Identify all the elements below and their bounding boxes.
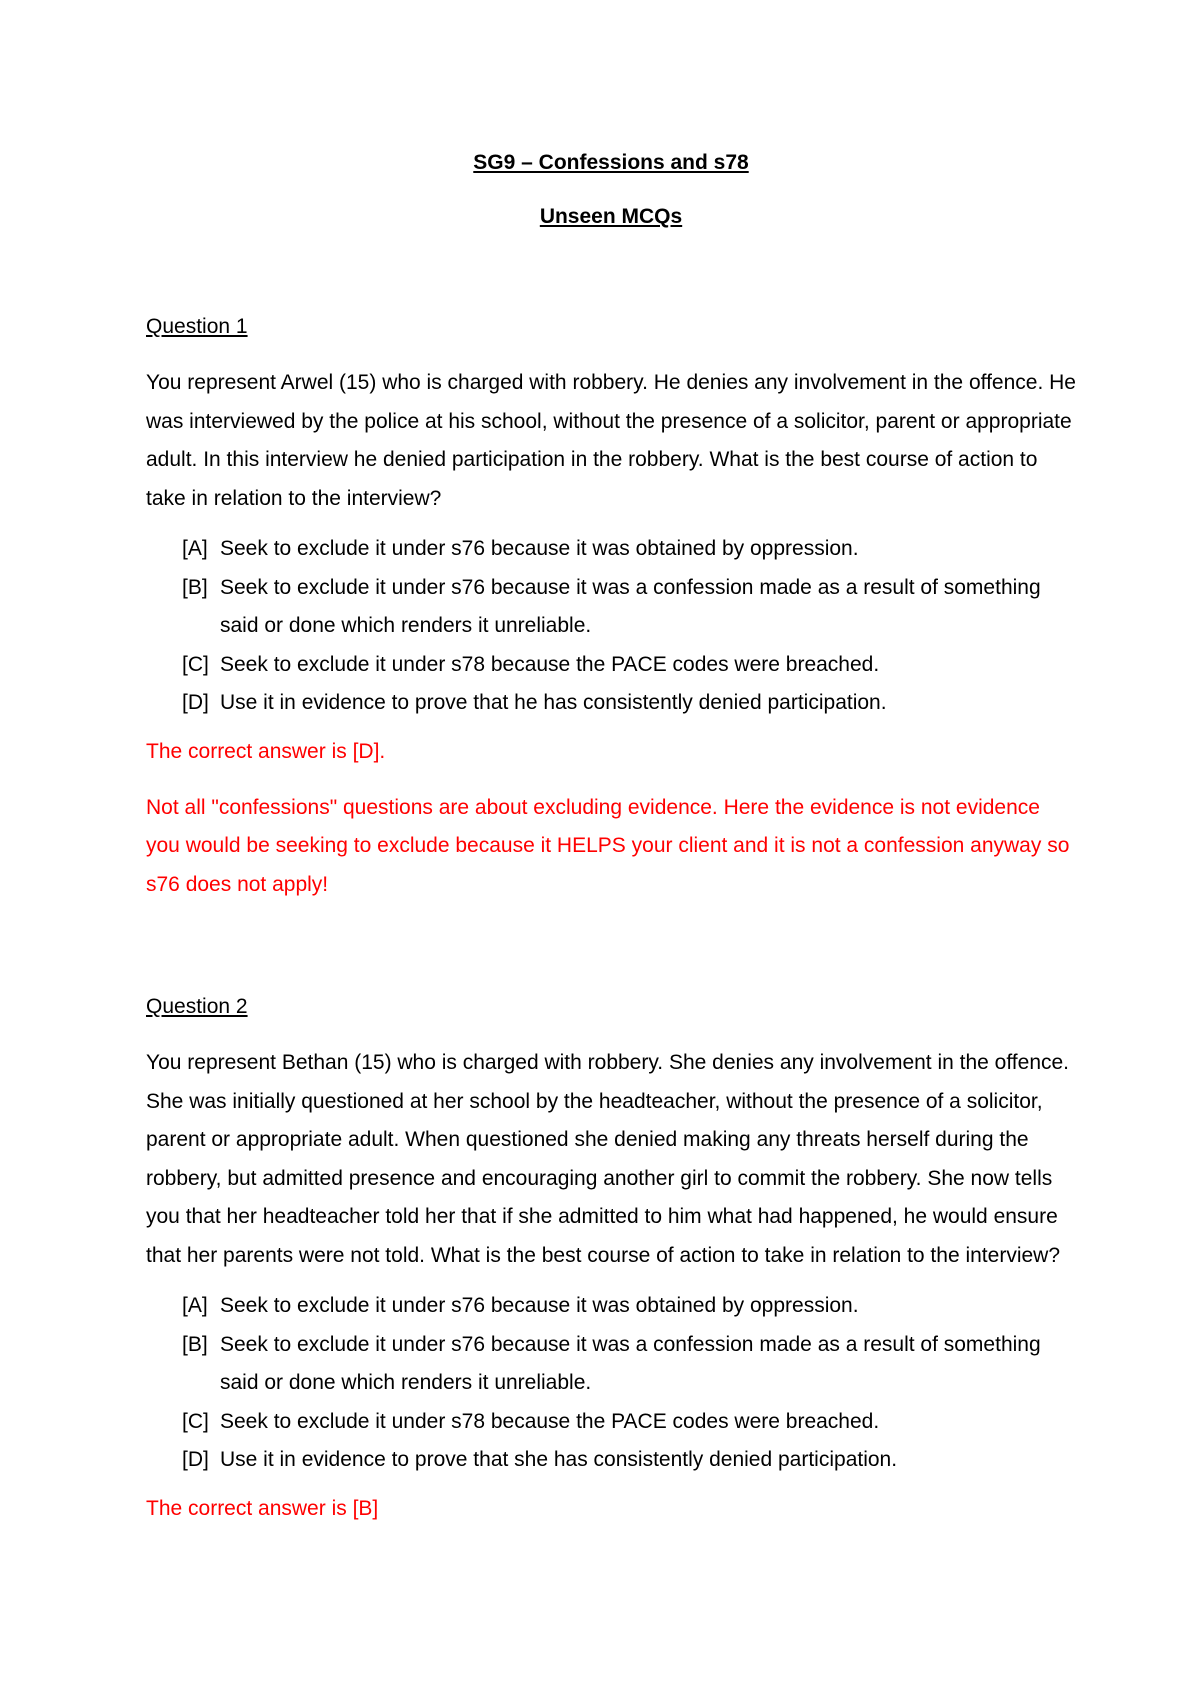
question-2-heading: Question 2 bbox=[146, 995, 248, 1018]
document-subtitle: Unseen MCQs bbox=[539, 205, 683, 228]
option-letter: [A] bbox=[182, 537, 208, 560]
question-1-option-a bbox=[182, 530, 1076, 569]
option-letter: [A] bbox=[182, 1294, 208, 1317]
option-text: Use it in evidence to prove that he has consistently denied participation. bbox=[220, 691, 887, 714]
option-letter: [D] bbox=[182, 1448, 209, 1471]
option-text: Seek to exclude it under s78 because the PACE codes were breached. bbox=[220, 652, 880, 676]
option-text: Use it in evidence to prove that she has consistently denied participation. bbox=[220, 1448, 898, 1471]
question-1-answer: The correct answer is [D]. bbox=[146, 739, 386, 763]
question-1-heading: Question 1 bbox=[146, 315, 248, 338]
document-title: SG9 – Confessions and s78 bbox=[473, 151, 749, 174]
option-text: Seek to exclude it under s76 because it was obtained by oppression. bbox=[220, 1294, 859, 1317]
question-2-option-a bbox=[182, 1287, 1076, 1326]
option-text: Seek to exclude it under s76 because it was obtained by oppression. bbox=[220, 537, 859, 560]
question-2-option-b bbox=[182, 1326, 1076, 1403]
question-2-answer: The correct answer is [B] bbox=[146, 1496, 379, 1520]
question-1-explanation: Not all "confessions" questions are about excluding evidence. Here the evidence is not evidence you would be seeking to exclude because it HELPS your client and it is not a confession anyway so s76 does not apply! bbox=[146, 795, 1070, 896]
option-text: Seek to exclude it under s76 because it was a confession made as a result of something said or done which renders it unreliable. bbox=[220, 575, 1041, 637]
option-text: Seek to exclude it under s78 because the PACE codes were breached. bbox=[220, 1409, 880, 1433]
question-1-option-c bbox=[182, 646, 1076, 685]
question-2-options bbox=[182, 1287, 1076, 1480]
question-1-stem: You represent Arwel (15) who is charged with robbery. He denies any involvement in the offence. He was interviewed by the police at his school, without the presence of a solicitor, parent or appropriate adult. In this interview he denied participation in the robbery. What is the best course of action to take in relation to the interview? bbox=[146, 371, 1076, 510]
option-letter: [C] bbox=[182, 1409, 209, 1433]
question-1-option-d bbox=[182, 684, 1076, 723]
option-letter: [B] bbox=[182, 575, 208, 599]
option-letter: [B] bbox=[182, 1332, 208, 1356]
option-letter: [C] bbox=[182, 652, 209, 676]
option-letter: [D] bbox=[182, 691, 209, 714]
question-2-option-d bbox=[182, 1441, 1076, 1480]
question-1-options bbox=[182, 530, 1076, 723]
question-1 bbox=[146, 312, 1076, 904]
question-2-stem: You represent Bethan (15) who is charged with robbery. She denies any involvement in the offence. She was initially questioned at her school by the headteacher, without the presence of a solicitor, parent or appropriate adult. When questioned she denied making any threats herself during the robbery, but admitted presence and encouraging another girl to commit the robbery. She now tells you that her headteacher told her that if she admitted to him what had happened, he would ensure that her parents were not told. What is the best course of action to take in relation to the interview? bbox=[146, 1051, 1070, 1267]
question-2 bbox=[146, 992, 1076, 1524]
question-2-option-c bbox=[182, 1403, 1076, 1442]
document-body bbox=[146, 148, 1076, 1524]
option-text: Seek to exclude it under s76 because it was a confession made as a result of something said or done which renders it unreliable. bbox=[220, 1332, 1041, 1394]
question-1-option-b bbox=[182, 569, 1076, 646]
